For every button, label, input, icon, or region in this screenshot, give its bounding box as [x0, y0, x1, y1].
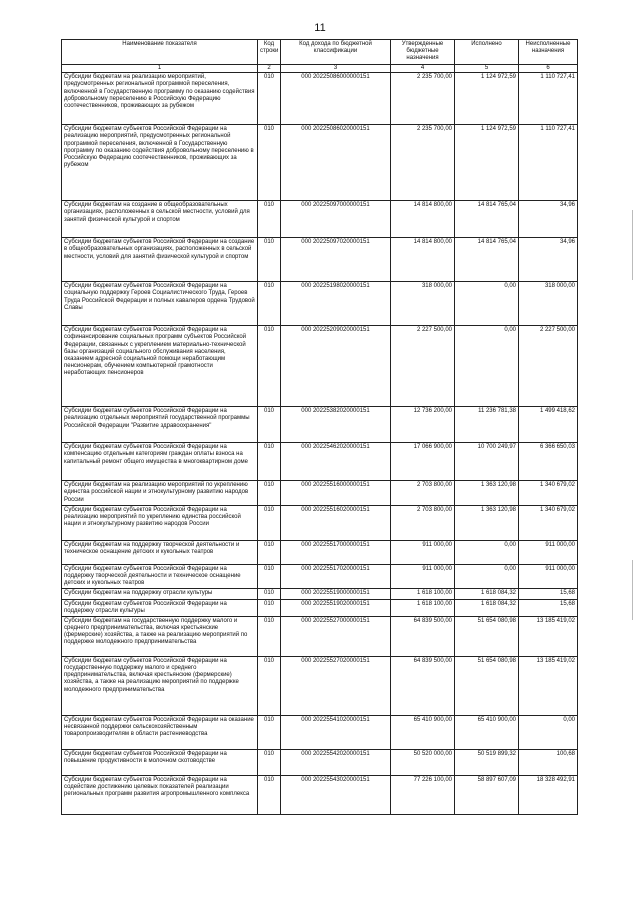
executed-amount-cell: 1 124 972,59 [455, 125, 519, 201]
line-code-cell: 010 [258, 589, 281, 599]
unexecuted-amount-cell: 100,68 [519, 749, 578, 775]
table-row [62, 407, 578, 443]
executed-amount-cell: 50 519 899,32 [455, 749, 519, 775]
table-row [62, 599, 578, 616]
approved-amount-cell: 2 235 700,00 [391, 73, 455, 125]
indicator-name-cell: Субсидии бюджетам на реализацию мероприятий, предусмотренных региональной программой переселения, включенной в Государственную программу по оказанию содействия добровольному переселению в Российскую Федерацию соотечественников, проживающих за рубежом [62, 73, 258, 125]
executed-amount-cell: 0,00 [455, 282, 519, 326]
executed-amount-cell: 1 618 084,32 [455, 589, 519, 599]
executed-amount-cell: 51 654 080,98 [455, 656, 519, 715]
line-code-cell: 010 [258, 238, 281, 282]
income-code-cell: 000 20225097000000151 [281, 201, 391, 238]
header-unexecuted: Неисполненные назначения [519, 40, 578, 65]
header-income-code: Код дохода по бюджетной классификации [281, 40, 391, 65]
indicator-name-cell: Субсидии бюджетам субъектов Российской Федерации на государственную поддержку малого и среднего предпринимательства, включая крестьянские (фермерские) хозяйства, а также на реализацию мероприятий по поддержке молодежного предпринимательства [62, 656, 258, 715]
unexecuted-amount-cell: 34,96 [519, 238, 578, 282]
income-code-cell: 000 20225382020000151 [281, 407, 391, 443]
header-name: Наименование показателя [62, 40, 258, 65]
approved-amount-cell: 911 000,00 [391, 564, 455, 589]
scan-edge-mark [632, 210, 633, 280]
unexecuted-amount-cell: 1 110 727,41 [519, 125, 578, 201]
executed-amount-cell: 58 897 607,09 [455, 775, 519, 814]
indicator-name-cell: Субсидии бюджетам субъектов Российской Федерации на содействие достижению целевых показателей реализации региональных программ развития агропромышленного комплекса [62, 775, 258, 814]
table-row [62, 481, 578, 506]
column-number-row [62, 65, 578, 73]
executed-amount-cell: 11 236 781,38 [455, 407, 519, 443]
unexecuted-amount-cell: 1 110 727,41 [519, 73, 578, 125]
unexecuted-amount-cell: 13 185 419,02 [519, 616, 578, 656]
income-code-cell: 000 20225086020000151 [281, 125, 391, 201]
column-number: 5 [455, 65, 519, 73]
income-code-cell: 000 20225519020000151 [281, 599, 391, 616]
income-code-cell: 000 20225086000000151 [281, 73, 391, 125]
income-code-cell: 000 20225516000000151 [281, 481, 391, 506]
line-code-cell: 010 [258, 616, 281, 656]
unexecuted-amount-cell: 13 185 419,02 [519, 656, 578, 715]
indicator-name-cell: Субсидии бюджетам субъектов Российской Федерации на оказание несвязанной поддержки сельскохозяйственным товаропроизводителям в области растениеводства [62, 715, 258, 749]
income-code-cell: 000 20225517000000151 [281, 540, 391, 564]
indicator-name-cell: Субсидии бюджетам субъектов Российской Федерации на компенсацию отдельным категориям граждан оплаты взноса на капитальный ремонт общего имущества в многоквартирном доме [62, 443, 258, 481]
unexecuted-amount-cell: 1 340 679,02 [519, 505, 578, 540]
indicator-name-cell: Субсидии бюджетам субъектов Российской Федерации на поддержку отрасли культуры [62, 599, 258, 616]
unexecuted-amount-cell: 911 000,00 [519, 540, 578, 564]
column-number: 2 [258, 65, 281, 73]
approved-amount-cell: 2 703 800,00 [391, 481, 455, 506]
table-row [62, 616, 578, 656]
unexecuted-amount-cell: 15,68 [519, 589, 578, 599]
unexecuted-amount-cell: 0,00 [519, 715, 578, 749]
unexecuted-amount-cell: 1 499 418,62 [519, 407, 578, 443]
line-code-cell: 010 [258, 407, 281, 443]
income-code-cell: 000 20225517020000151 [281, 564, 391, 589]
approved-amount-cell: 14 814 800,00 [391, 238, 455, 282]
income-code-cell: 000 20225462020000151 [281, 443, 391, 481]
unexecuted-amount-cell: 18 328 492,91 [519, 775, 578, 814]
executed-amount-cell: 1 363 120,98 [455, 481, 519, 506]
executed-amount-cell: 14 814 765,04 [455, 238, 519, 282]
indicator-name-cell: Субсидии бюджетам на создание в общеобразовательных организациях, расположенных в сельской местности, условий для занятий физической культурой и спортом [62, 201, 258, 238]
income-code-cell: 000 20225543020000151 [281, 775, 391, 814]
line-code-cell: 010 [258, 715, 281, 749]
executed-amount-cell: 1 363 120,98 [455, 505, 519, 540]
approved-amount-cell: 65 410 900,00 [391, 715, 455, 749]
income-code-cell: 000 20225198020000151 [281, 282, 391, 326]
unexecuted-amount-cell: 34,96 [519, 201, 578, 238]
approved-amount-cell: 318 000,00 [391, 282, 455, 326]
column-number: 4 [391, 65, 455, 73]
approved-amount-cell: 1 618 100,00 [391, 599, 455, 616]
indicator-name-cell: Субсидии бюджетам на поддержку отрасли культуры [62, 589, 258, 599]
table-row [62, 238, 578, 282]
table-row [62, 282, 578, 326]
approved-amount-cell: 2 235 700,00 [391, 125, 455, 201]
executed-amount-cell: 65 410 900,00 [455, 715, 519, 749]
table-row [62, 589, 578, 599]
header-approved: Утвержденные бюджетные назначения [391, 40, 455, 65]
line-code-cell: 010 [258, 564, 281, 589]
line-code-cell: 010 [258, 282, 281, 326]
line-code-cell: 010 [258, 201, 281, 238]
executed-amount-cell: 51 654 080,98 [455, 616, 519, 656]
income-code-cell: 000 20225527020000151 [281, 656, 391, 715]
table-row [62, 73, 578, 125]
line-code-cell: 010 [258, 656, 281, 715]
column-number: 3 [281, 65, 391, 73]
unexecuted-amount-cell: 318 000,00 [519, 282, 578, 326]
approved-amount-cell: 911 000,00 [391, 540, 455, 564]
line-code-cell: 010 [258, 749, 281, 775]
header-executed: Исполнено [455, 40, 519, 65]
unexecuted-amount-cell: 911 000,00 [519, 564, 578, 589]
indicator-name-cell: Субсидии бюджетам субъектов Российской Федерации на реализацию мероприятий по укреплению единства российской нации и этнокультурному развитию народов России [62, 505, 258, 540]
table-row [62, 326, 578, 407]
line-code-cell: 010 [258, 73, 281, 125]
approved-amount-cell: 12 736 200,00 [391, 407, 455, 443]
table-row [62, 443, 578, 481]
approved-amount-cell: 1 618 100,00 [391, 589, 455, 599]
approved-amount-cell: 64 839 500,00 [391, 656, 455, 715]
executed-amount-cell: 0,00 [455, 540, 519, 564]
unexecuted-amount-cell: 15,68 [519, 599, 578, 616]
approved-amount-cell: 2 703 800,00 [391, 505, 455, 540]
header-row [62, 40, 578, 65]
budget-execution-table [61, 39, 578, 815]
table-row [62, 656, 578, 715]
unexecuted-amount-cell: 1 340 679,02 [519, 481, 578, 506]
line-code-cell: 010 [258, 443, 281, 481]
line-code-cell: 010 [258, 125, 281, 201]
executed-amount-cell: 1 124 972,59 [455, 73, 519, 125]
income-code-cell: 000 20225527000000151 [281, 616, 391, 656]
unexecuted-amount-cell: 6 366 650,03 [519, 443, 578, 481]
approved-amount-cell: 17 066 900,00 [391, 443, 455, 481]
indicator-name-cell: Субсидии бюджетам субъектов Российской Федерации на повышение продуктивности в молочном скотоводстве [62, 749, 258, 775]
executed-amount-cell: 10 700 249,97 [455, 443, 519, 481]
approved-amount-cell: 77 226 100,00 [391, 775, 455, 814]
income-code-cell: 000 20225542020000151 [281, 749, 391, 775]
table-body [62, 73, 578, 815]
page-number: 11 [314, 22, 326, 34]
indicator-name-cell: Субсидии бюджетам субъектов Российской Федерации на поддержку творческой деятельности и техническое оснащение детских и кукольных театров [62, 564, 258, 589]
income-code-cell: 000 20225541020000151 [281, 715, 391, 749]
line-code-cell: 010 [258, 481, 281, 506]
table-row [62, 125, 578, 201]
column-number: 6 [519, 65, 578, 73]
income-code-cell: 000 20225097020000151 [281, 238, 391, 282]
executed-amount-cell: 1 618 084,32 [455, 599, 519, 616]
line-code-cell: 010 [258, 599, 281, 616]
executed-amount-cell: 0,00 [455, 564, 519, 589]
header-line-code: Код строки [258, 40, 281, 65]
line-code-cell: 010 [258, 505, 281, 540]
executed-amount-cell: 14 814 765,04 [455, 201, 519, 238]
indicator-name-cell: Субсидии бюджетам субъектов Российской Федерации на социальную поддержку Героев Социалистического Труда, Героев Труда Российской Федерации и полных кавалеров ордена Трудовой Славы [62, 282, 258, 326]
table-row [62, 715, 578, 749]
line-code-cell: 010 [258, 775, 281, 814]
unexecuted-amount-cell: 2 227 500,00 [519, 326, 578, 407]
indicator-name-cell: Субсидии бюджетам на государственную поддержку малого и среднего предпринимательства, включая крестьянские (фермерские) хозяйства, а также на реализацию мероприятий по поддержке молодежного предпринимательства [62, 616, 258, 656]
table-row [62, 749, 578, 775]
income-code-cell: 000 20225209020000151 [281, 326, 391, 407]
indicator-name-cell: Субсидии бюджетам на поддержку творческой деятельности и техническое оснащение детских и кукольных театров [62, 540, 258, 564]
indicator-name-cell: Субсидии бюджетам субъектов Российской Федерации на реализацию отдельных мероприятий государственной программы Российской Федерации "Развитие здравоохранения" [62, 407, 258, 443]
table-row [62, 775, 578, 814]
line-code-cell: 010 [258, 326, 281, 407]
executed-amount-cell: 0,00 [455, 326, 519, 407]
column-number: 1 [62, 65, 258, 73]
line-code-cell: 010 [258, 540, 281, 564]
approved-amount-cell: 14 814 800,00 [391, 201, 455, 238]
table-row [62, 201, 578, 238]
table-row [62, 564, 578, 589]
scan-edge-mark [632, 560, 633, 620]
table-row [62, 540, 578, 564]
indicator-name-cell: Субсидии бюджетам на реализацию мероприятий по укреплению единства российской нации и этнокультурному развитию народов России [62, 481, 258, 506]
indicator-name-cell: Субсидии бюджетам субъектов Российской Федерации на реализацию мероприятий, предусмотренных региональной программой переселения, включенной в Государственную программу по оказанию содействия добровольному переселению в Российскую Федерацию соотечественников, проживающих за рубежом [62, 125, 258, 201]
indicator-name-cell: Субсидии бюджетам субъектов Российской Федерации на создание в общеобразовательных организациях, расположенных в сельской местности, условий для занятий физической культурой и спортом [62, 238, 258, 282]
indicator-name-cell: Субсидии бюджетам субъектов Российской Федерации на софинансирование социальных программ субъектов Российской Федерации, связанных с укреплением материально-технической базы организаций социального обслуживания населения, оказанием адресной социальной помощи неработающим пенсионерам, обучением компьютерной грамотности неработающих пенсионеров [62, 326, 258, 407]
approved-amount-cell: 50 520 000,00 [391, 749, 455, 775]
approved-amount-cell: 64 839 500,00 [391, 616, 455, 656]
approved-amount-cell: 2 227 500,00 [391, 326, 455, 407]
income-code-cell: 000 20225516020000151 [281, 505, 391, 540]
income-code-cell: 000 20225519000000151 [281, 589, 391, 599]
table-row [62, 505, 578, 540]
